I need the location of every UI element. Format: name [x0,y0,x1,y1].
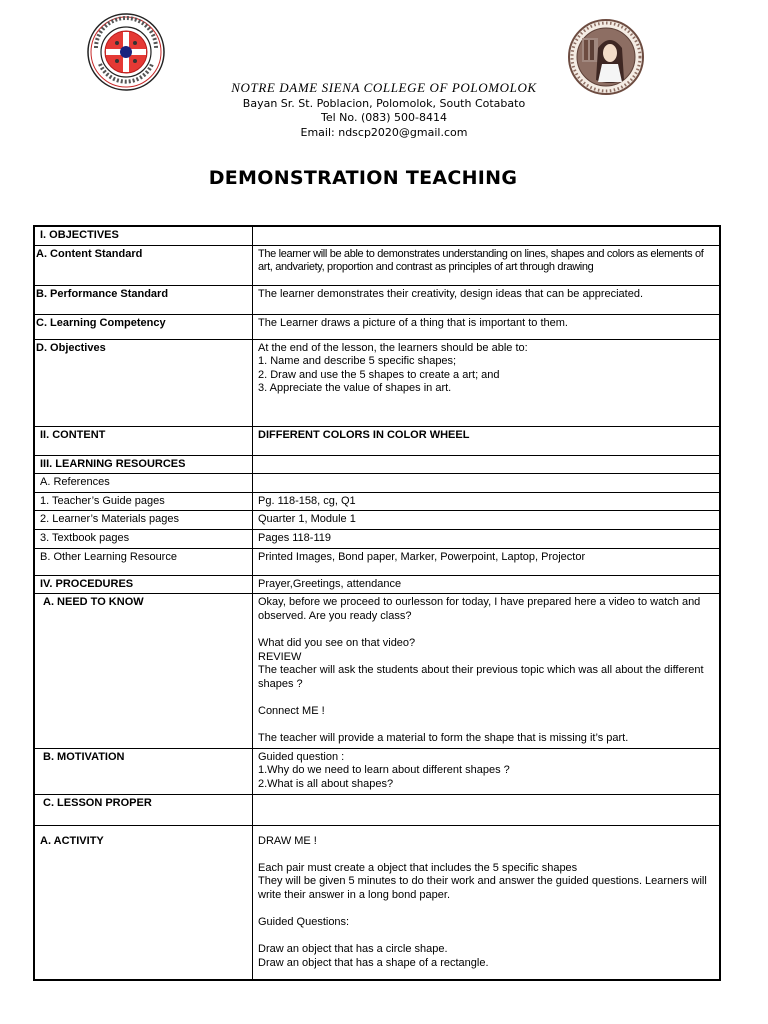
objectives-heading: I. OBJECTIVES [34,226,253,245]
table-row [34,529,720,548]
learning-resources-value [253,455,721,474]
activity-label: A. ACTIVITY [34,825,253,980]
table-row [34,594,720,749]
need-to-know-line: The teacher will ask the students about their previous topic which was all about the different shapes ? [258,664,704,690]
table-row [34,575,720,594]
table-row [34,426,720,455]
document-title: DEMONSTRATION TEACHING [208,167,518,189]
references-label: A. References [34,474,253,493]
procedures-label: IV. PROCEDURES [34,575,253,594]
activity-line: DRAW ME ! [258,834,317,847]
table-row [34,245,720,285]
motivation-line: 2.What is all about shapes? [258,777,394,790]
other-resources-text: Printed Images, Bond paper, Marker, Powerpoint, Laptop, Projector [253,548,721,575]
need-to-know-line: What did you see on that video? [258,636,416,649]
activity-line: Draw an object that has a circle shape. [258,943,448,956]
table-row [34,474,720,493]
objectives-label: D. Objectives [34,339,253,426]
activity-line: Draw an object that has a shape of a rectangle. [258,957,489,970]
learning-competency-label: C. Learning Competency [34,314,253,339]
table-row [34,825,720,980]
college-telephone: Tel No. (083) 500-8414 [321,111,447,124]
motivation-text [253,748,721,794]
content-standard-label: A. Content Standard [34,245,253,285]
table-row [34,511,720,530]
objectives-line: 3. Appreciate the value of shapes in art. [258,382,452,395]
objectives-line: 1. Name and describe 5 specific shapes; [258,355,457,368]
learners-materials-text: Quarter 1, Module 1 [253,511,721,530]
blank-line [258,930,715,944]
table-row [34,748,720,794]
table-row [34,492,720,511]
references-value [253,474,721,493]
blank-line [258,848,715,862]
blank-line [258,691,715,705]
other-resources-label: B. Other Learning Resource [34,548,253,575]
performance-standard-label: B. Performance Standard [34,285,253,314]
blank-line [258,623,715,637]
content-standard-text: The learner will be able to demonstrates understanding on lines, shapes and colors as elements of art, andvariety, proportion and contrast as principles of art through drawing [253,245,721,285]
activity-text [253,825,721,980]
objectives-heading-value [253,226,721,245]
lesson-proper-label: C. LESSON PROPER [34,794,253,825]
procedures-text: Prayer,Greetings, attendance [253,575,721,594]
motivation-line: 1.Why do we need to learn about different shapes ? [258,764,510,777]
need-to-know-label: A. NEED TO KNOW [34,594,253,749]
objectives-line: 2. Draw and use the 5 shapes to create a art; and [258,368,500,381]
college-address: Bayan Sr. St. Poblacion, Polomolok, South Cotabato [242,97,526,110]
teachers-guide-label: 1. Teacher’s Guide pages [34,492,253,511]
table-row [34,226,720,245]
performance-standard-text: The learner demonstrates their creativity, design ideas that can be appreciated. [253,285,721,314]
table-row [34,794,720,825]
learning-competency-text: The Learner draws a picture of a thing that is important to them. [253,314,721,339]
college-name: NOTRE DAME SIENA COLLEGE OF POLOMOLOK [231,80,537,95]
college-email: Email: ndscp2020@gmail.com [300,126,468,139]
objectives-line: At the end of the lesson, the learners should be able to: [258,341,528,354]
motivation-line: Guided question : [258,750,345,763]
need-to-know-line: REVIEW [258,650,302,663]
activity-line: Guided Questions: [258,916,350,929]
textbook-label: 3. Textbook pages [34,529,253,548]
learning-resources-label: III. LEARNING RESOURCES [34,455,253,474]
need-to-know-line: Connect ME ! [258,704,325,717]
blank-line [258,719,715,733]
content-text: DIFFERENT COLORS IN COLOR WHEEL [253,426,721,455]
lesson-plan-table [33,225,721,981]
content-label: II. CONTENT [34,426,253,455]
motivation-label: B. MOTIVATION [34,748,253,794]
textbook-text: Pages 118-119 [253,529,721,548]
table-row [34,339,720,426]
lesson-proper-value [253,794,721,825]
blank-line [258,903,715,917]
need-to-know-line: The teacher will provide a material to form the shape that is missing it’s part. [258,732,629,745]
table-row [34,548,720,575]
teachers-guide-text: Pg. 118-158, cg, Q1 [253,492,721,511]
objectives-text [253,339,721,426]
table-row [34,314,720,339]
learners-materials-label: 2. Learner’s Materials pages [34,511,253,530]
need-to-know-line: Okay, before we proceed to ourlesson for today, I have prepared here a video to watch and observed. Are you ready class? [258,596,701,622]
activity-line: They will be given 5 minutes to do their work and answer the guided questions. Learners will write their answer in a long bond paper. [258,875,707,902]
activity-line: Each pair must create a object that includes the 5 specific shapes [258,861,578,874]
table-row [34,455,720,474]
need-to-know-text [253,594,721,749]
table-row [34,285,720,314]
